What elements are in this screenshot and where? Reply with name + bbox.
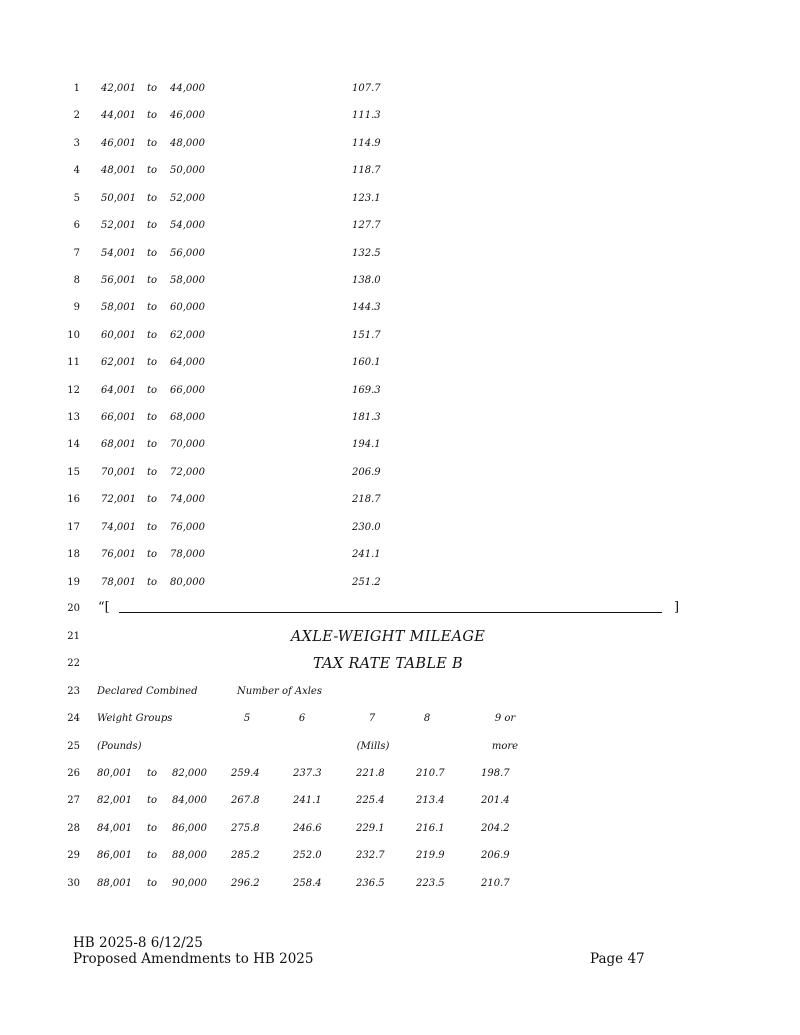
weight-to-word: to [147, 795, 158, 806]
line-number: 10 [67, 330, 80, 341]
weight-to-word: to [147, 467, 158, 478]
header-units: (Mills) [356, 741, 390, 752]
footer-page-number: Page 47 [590, 951, 645, 967]
rate-axle-7: 232.7 [356, 850, 385, 861]
weight-to-word: to [147, 823, 158, 834]
weight-to-word: to [147, 850, 158, 861]
table-b-subtitle: TAX RATE TABLE B [312, 656, 464, 672]
weight-to-word: to [147, 83, 158, 94]
rate-axle-7: 229.1 [356, 823, 385, 834]
weight-from: 50,001 [101, 193, 136, 204]
rate-axle-8: 216.1 [416, 823, 445, 834]
weight-to: 76,000 [170, 522, 205, 533]
rate-mills: 138.0 [352, 275, 381, 286]
rate-mills: 132.5 [352, 248, 381, 259]
rate-axle-9-plus: 206.9 [481, 850, 510, 861]
line-number: 18 [67, 549, 80, 560]
deletion-rule [119, 612, 662, 613]
line-number: 13 [67, 412, 80, 423]
line-number: 17 [67, 522, 80, 533]
weight-from: 66,001 [101, 412, 136, 423]
weight-from: 46,001 [101, 138, 136, 149]
line-number: 2 [73, 110, 80, 121]
weight-to: 52,000 [170, 193, 205, 204]
rate-axle-6: 246.6 [293, 823, 322, 834]
line-number: 24 [67, 713, 80, 724]
weight-from: 52,001 [101, 220, 136, 231]
rate-mills: 194.1 [352, 439, 381, 450]
weight-to: 82,000 [172, 768, 207, 779]
weight-to: 62,000 [170, 330, 205, 341]
weight-from: 44,001 [101, 110, 136, 121]
weight-from: 70,001 [101, 467, 136, 478]
rate-mills: 181.3 [352, 412, 381, 423]
weight-to: 60,000 [170, 302, 205, 313]
line-number: 15 [67, 467, 80, 478]
rate-axle-7: 221.8 [356, 768, 385, 779]
weight-from: 54,001 [101, 248, 136, 259]
rate-mills: 241.1 [352, 549, 381, 560]
weight-from: 64,001 [101, 385, 136, 396]
header-axle-7: 7 [368, 713, 376, 724]
header-axle-8: 8 [423, 713, 431, 724]
weight-to-word: to [147, 577, 158, 588]
rate-axle-6: 241.1 [293, 795, 322, 806]
line-number: 20 [67, 603, 80, 614]
rate-axle-8: 213.4 [416, 795, 445, 806]
line-number: 9 [73, 302, 80, 313]
rate-mills: 230.0 [352, 522, 381, 533]
weight-to: 50,000 [170, 165, 205, 176]
rate-axle-7: 236.5 [356, 878, 385, 889]
weight-to-word: to [147, 549, 158, 560]
rate-mills: 218.7 [352, 494, 381, 505]
header-axle-6: 6 [298, 713, 306, 724]
weight-to-word: to [147, 275, 158, 286]
line-number: 22 [67, 658, 80, 669]
weight-to: 74,000 [170, 494, 205, 505]
line-number: 25 [67, 741, 80, 752]
rate-axle-7: 225.4 [356, 795, 385, 806]
weight-to: 56,000 [170, 248, 205, 259]
weight-from: 86,001 [97, 850, 132, 861]
footer-bill: HB 2025-8 6/12/25 [73, 935, 203, 951]
weight-to-word: to [147, 357, 158, 368]
weight-to-word: to [147, 878, 158, 889]
weight-from: 74,001 [101, 522, 136, 533]
line-number: 19 [67, 577, 80, 588]
weight-to-word: to [147, 412, 158, 423]
rate-mills: 127.7 [352, 220, 381, 231]
weight-from: 62,001 [101, 357, 136, 368]
weight-to-word: to [147, 165, 158, 176]
weight-to: 86,000 [172, 823, 207, 834]
weight-to: 72,000 [170, 467, 205, 478]
weight-from: 60,001 [101, 330, 136, 341]
rate-mills: 118.7 [352, 165, 381, 176]
rate-mills: 114.9 [352, 138, 381, 149]
line-number: 30 [67, 878, 80, 889]
header-weight-1: Declared Combined [97, 686, 198, 697]
rate-mills: 111.3 [352, 110, 381, 121]
line-number: 27 [67, 795, 80, 806]
header-axles: Number of Axles [237, 686, 322, 697]
rate-mills: 206.9 [352, 467, 381, 478]
line-number: 14 [67, 439, 80, 450]
rate-axle-5: 259.4 [231, 768, 260, 779]
line-number: 29 [67, 850, 80, 861]
weight-to: 68,000 [170, 412, 205, 423]
weight-from: 80,001 [97, 768, 132, 779]
header-axle-9-more: more [491, 741, 519, 752]
line-number: 1 [73, 83, 80, 94]
weight-to: 66,000 [170, 385, 205, 396]
rate-mills: 169.3 [352, 385, 381, 396]
line-number: 8 [73, 275, 80, 286]
rate-axle-5: 267.8 [231, 795, 260, 806]
weight-from: 72,001 [101, 494, 136, 505]
line-number: 12 [67, 385, 80, 396]
rate-mills: 251.2 [352, 577, 381, 588]
header-axle-5: 5 [243, 713, 251, 724]
weight-from: 48,001 [101, 165, 136, 176]
weight-to: 46,000 [170, 110, 205, 121]
weight-to-word: to [147, 220, 158, 231]
line-number: 26 [67, 768, 80, 779]
rate-axle-5: 296.2 [231, 878, 260, 889]
weight-to-word: to [147, 385, 158, 396]
weight-to-word: to [147, 248, 158, 259]
rate-axle-5: 275.8 [231, 823, 260, 834]
table-b-title: AXLE-WEIGHT MILEAGE [290, 629, 486, 645]
line-number: 3 [73, 138, 80, 149]
weight-from: 78,001 [101, 577, 136, 588]
line-number: 6 [73, 220, 80, 231]
weight-to-word: to [147, 522, 158, 533]
weight-to: 70,000 [170, 439, 205, 450]
rate-mills: 160.1 [352, 357, 381, 368]
line-number: 4 [73, 165, 80, 176]
line-number: 23 [67, 686, 80, 697]
weight-to-word: to [147, 330, 158, 341]
rate-axle-9-plus: 204.2 [481, 823, 510, 834]
weight-to: 90,000 [172, 878, 207, 889]
rate-mills: 144.3 [352, 302, 381, 313]
weight-to: 78,000 [170, 549, 205, 560]
weight-to-word: to [147, 494, 158, 505]
rate-axle-9-plus: 201.4 [481, 795, 510, 806]
weight-from: 82,001 [97, 795, 132, 806]
rate-axle-6: 252.0 [293, 850, 322, 861]
line-number: 5 [73, 193, 80, 204]
bracket-close: ] [674, 600, 680, 615]
line-number: 16 [67, 494, 80, 505]
rate-axle-8: 223.5 [416, 878, 445, 889]
rate-axle-8: 219.9 [416, 850, 445, 861]
weight-to: 64,000 [170, 357, 205, 368]
rate-mills: 107.7 [352, 83, 381, 94]
weight-to: 58,000 [170, 275, 205, 286]
weight-to: 88,000 [172, 850, 207, 861]
weight-to-word: to [147, 439, 158, 450]
weight-from: 76,001 [101, 549, 136, 560]
line-number: 11 [67, 357, 80, 368]
rate-axle-9-plus: 210.7 [481, 878, 510, 889]
weight-to-word: to [147, 302, 158, 313]
rate-axle-6: 258.4 [293, 878, 322, 889]
header-weight-2: Weight Groups [97, 713, 173, 724]
weight-from: 84,001 [97, 823, 132, 834]
footer-description: Proposed Amendments to HB 2025 [73, 951, 314, 967]
rate-axle-9-plus: 198.7 [481, 768, 510, 779]
line-number: 28 [67, 823, 80, 834]
weight-to-word: to [147, 110, 158, 121]
weight-to: 80,000 [170, 577, 205, 588]
weight-from: 58,001 [101, 302, 136, 313]
header-axle-9: 9 or [494, 713, 516, 724]
weight-from: 42,001 [101, 83, 136, 94]
rate-axle-5: 285.2 [231, 850, 260, 861]
rate-axle-8: 210.7 [416, 768, 445, 779]
line-number: 21 [67, 631, 80, 642]
weight-to-word: to [147, 768, 158, 779]
weight-to: 54,000 [170, 220, 205, 231]
weight-from: 88,001 [97, 878, 132, 889]
weight-to: 84,000 [172, 795, 207, 806]
header-weight-3: (Pounds) [97, 741, 142, 752]
weight-to: 48,000 [170, 138, 205, 149]
bracket-open: “[ [98, 600, 110, 615]
weight-to-word: to [147, 138, 158, 149]
rate-mills: 151.7 [352, 330, 381, 341]
weight-to: 44,000 [170, 83, 205, 94]
rate-axle-6: 237.3 [293, 768, 322, 779]
weight-from: 56,001 [101, 275, 136, 286]
weight-to-word: to [147, 193, 158, 204]
rate-mills: 123.1 [352, 193, 381, 204]
weight-from: 68,001 [101, 439, 136, 450]
line-number: 7 [73, 248, 80, 259]
